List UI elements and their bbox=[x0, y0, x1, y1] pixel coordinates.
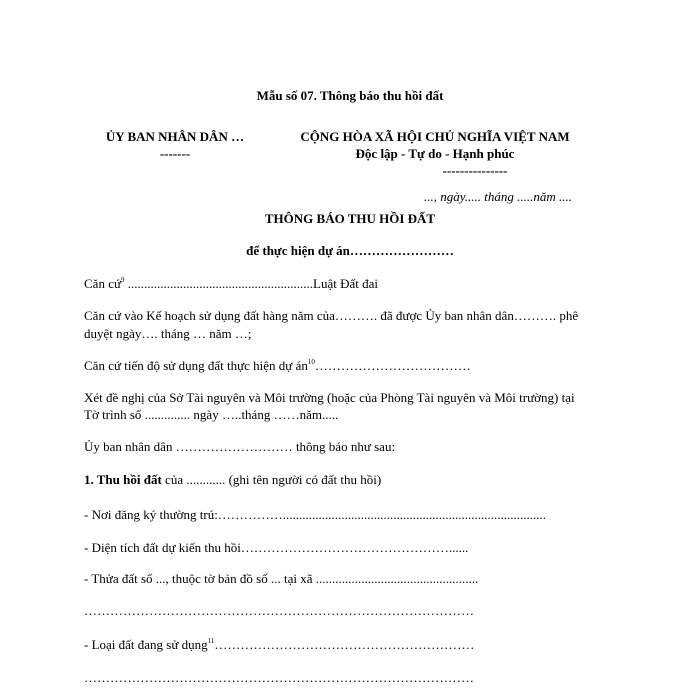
legal-basis-progress-dots: ……………………………… bbox=[314, 358, 471, 373]
area-field: - Diện tích đất dự kiến thu hồi…………………………………………...... bbox=[84, 540, 469, 555]
section-1-text: của ............ (ghi tên người có đất thu hồi) bbox=[161, 472, 382, 487]
legal-basis-text: .........................................................Luật Đất đai bbox=[124, 276, 378, 291]
committee-announcement: Ủy ban nhân dân ……………………… thông báo như sau: bbox=[84, 439, 396, 454]
national-motto: Độc lập - Tự do - Hạnh phúc bbox=[355, 146, 515, 161]
issuing-agency: ỦY BAN NHÂN DÂN … bbox=[105, 129, 245, 144]
land-use-type-label: - Loại đất đang sử dụng bbox=[84, 637, 208, 652]
residence-field: - Nơi đăng ký thường trú:……………................................................................................. bbox=[84, 507, 547, 522]
country-name: CỘNG HÒA XÃ HỘI CHỦ NGHĨA VIỆT NAM bbox=[300, 129, 570, 144]
section-1-label: 1. Thu hồi đất bbox=[84, 472, 162, 487]
blank-dotted-line: ……………………………………………………………………………… bbox=[84, 603, 474, 618]
footnote-ref: 9 bbox=[121, 276, 125, 284]
footnote-ref: 10 bbox=[307, 358, 315, 366]
document-title: THÔNG BÁO THU HỒI ĐẤT bbox=[264, 211, 436, 226]
section-1-heading bbox=[84, 472, 381, 488]
parcel-field: - Thửa đất số ..., thuộc tờ bản đồ số ... tại xã .................................................. bbox=[84, 571, 479, 586]
land-use-type-field bbox=[84, 637, 474, 653]
proposal-line1: Xét đề nghị của Sở Tài nguyên và Môi trường (hoặc của Phòng Tài nguyên và Môi trường) tại bbox=[84, 390, 575, 405]
blank-dotted-line: ……………………………………………………………………………… bbox=[84, 670, 474, 685]
legal-basis-land-law bbox=[84, 276, 378, 292]
legal-basis-progress-label: Căn cứ tiến độ sử dụng đất thực hiện dự án bbox=[84, 358, 308, 373]
date-line: ..., ngày..... tháng .....năm .... bbox=[424, 189, 573, 204]
agency-rule: ------- bbox=[159, 146, 191, 161]
footnote-ref: 11 bbox=[207, 637, 215, 645]
proposal-line2: Tờ trình số .............. ngày …..tháng ……năm..... bbox=[84, 407, 339, 422]
land-use-type-dots: …………………………………………………… bbox=[214, 637, 475, 652]
motto-rule: --------------- bbox=[442, 163, 508, 178]
document-subtitle: để thực hiện dự án…………………… bbox=[246, 243, 454, 258]
form-number: Mẫu số 07. Thông báo thu hồi đất bbox=[256, 88, 444, 103]
legal-basis-plan-line2: duyệt ngày…. tháng … năm …; bbox=[84, 326, 252, 341]
legal-basis-progress bbox=[84, 358, 471, 374]
legal-basis-label: Căn cứ bbox=[84, 276, 122, 291]
legal-basis-plan-line1: Căn cứ vào Kế hoạch sử dụng đất hàng năm của………. đã được Ủy ban nhân dân………. phê bbox=[84, 308, 579, 323]
